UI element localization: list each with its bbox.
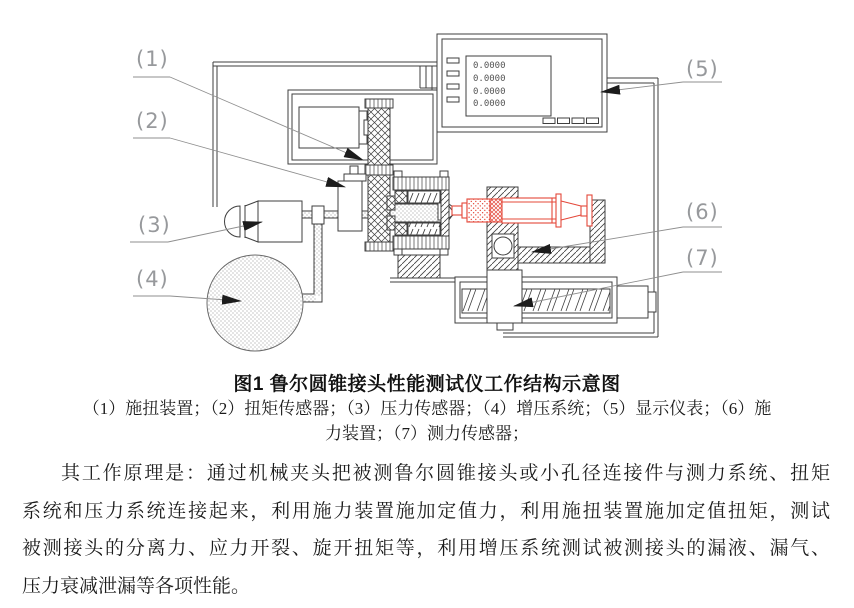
display-reading: 0.0000 (473, 99, 506, 109)
figure-caption: 图1 鲁尔圆锥接头性能测试仪工作结构示意图 (233, 374, 621, 395)
display-reading: 0.0000 (473, 87, 506, 97)
test-connector-syringe (452, 194, 592, 227)
body-line: 压力衰减泄漏等各项性能。 (22, 575, 251, 597)
display-reading: 0.0000 (473, 61, 506, 71)
display-reading: 0.0000 (473, 74, 506, 84)
motor (299, 107, 376, 148)
pressure-sensor (225, 201, 303, 242)
booster-system (207, 255, 303, 351)
torque-sensor-block (338, 166, 366, 231)
callout-label-3: (3) (138, 213, 171, 237)
body-line: 其工作原理是：通过机械夹头把被测鲁尔圆锥接头或小孔径连接件与测力系统、扭矩 (61, 463, 830, 484)
display-instrument (437, 34, 607, 132)
callout-label-7: (7) (686, 246, 719, 270)
body-paragraph (22, 455, 830, 605)
callout-label-4: (4) (136, 267, 169, 291)
lead-screw-unit (455, 270, 656, 330)
callout-label-2: (2) (136, 109, 169, 133)
parts-list-line-1: （1）施扭装置；（2）扭矩传感器；（3）压力传感器；（4）增压系统；（5）显示仪表；（6）施 (82, 399, 772, 418)
callout-label-5: (5) (686, 57, 719, 81)
body-line: 被测接头的分离力、应力开裂、旋开扭矩等，利用增压系统测试被测接头的漏液、漏气、 (22, 538, 830, 559)
callout-label-1: (1) (136, 47, 169, 71)
bearing-assembly (387, 171, 460, 282)
parts-list-line-2: 力装置；（7）测力传感器； (325, 424, 529, 443)
body-line: 系统和压力系统连接起来，利用施力装置施加定值力，利用施扭装置施加定值扭矩，测试 (22, 500, 830, 522)
callout-label-6: (6) (686, 200, 719, 224)
